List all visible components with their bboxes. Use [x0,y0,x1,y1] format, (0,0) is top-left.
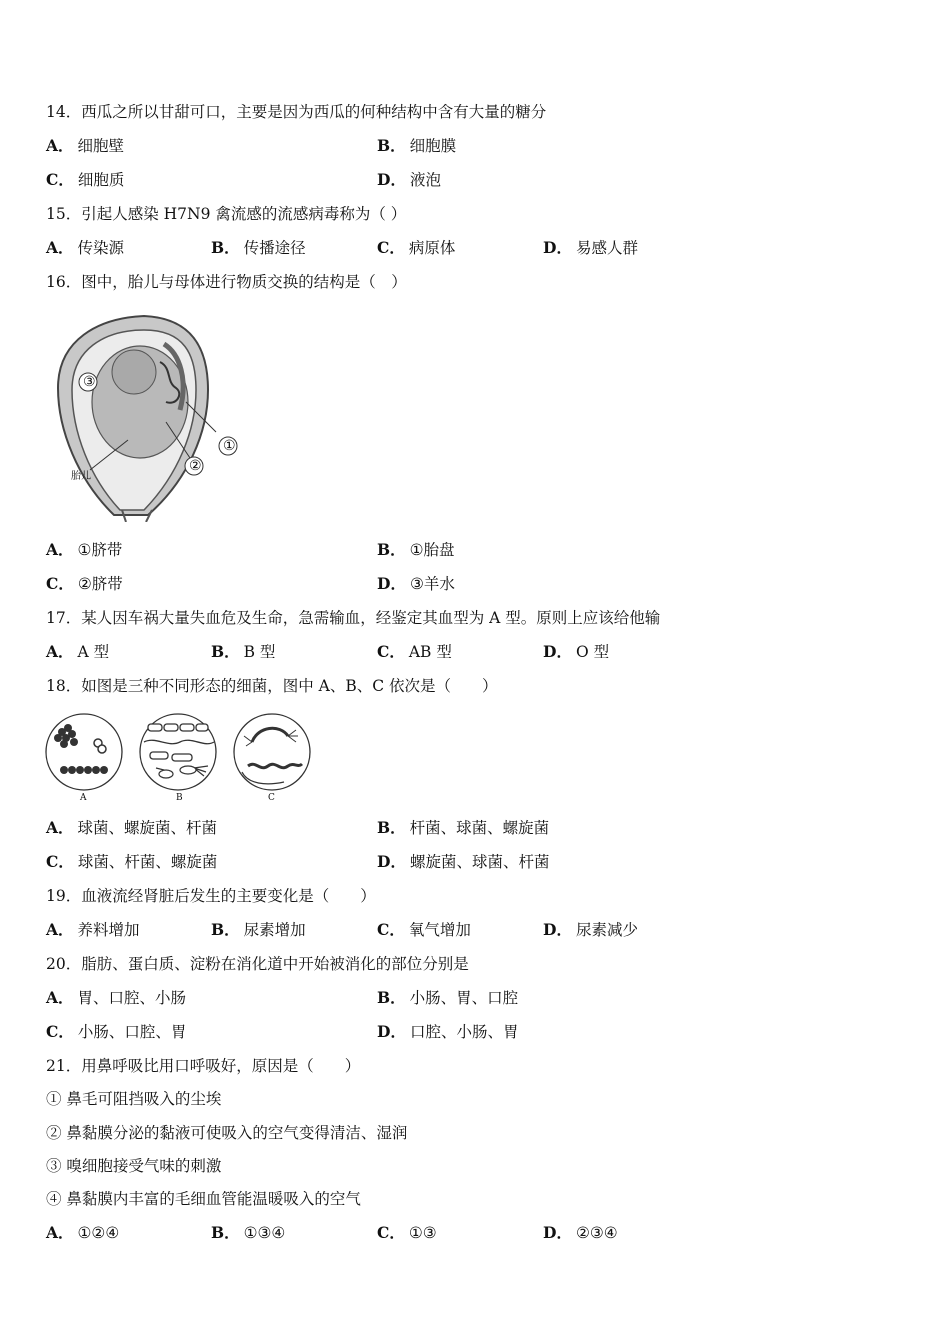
option-text: A 型 [77,643,110,661]
option-text: ①胎盘 [409,541,455,559]
circle-c [234,714,310,790]
statement-1: ① 鼻毛可阻挡吸入的尘埃 [46,1090,222,1108]
option-key: D． [377,170,406,189]
option-key: B． [377,988,406,1007]
option-key: A． [46,1223,74,1242]
option-text: ②脐带 [77,575,123,593]
q21-option-b[interactable] [211,1223,285,1243]
q14-option-c[interactable] [46,170,124,190]
option-key: B． [377,136,406,155]
option-key: C． [46,574,74,593]
question-18-stem: 18．如图是三种不同形态的细菌，图中 A、B、C 依次是（ ） [46,677,498,695]
option-key: B． [211,642,240,661]
option-key: D． [377,1022,406,1041]
q20-option-b[interactable] [377,988,518,1008]
bacteria-figure [44,712,316,796]
option-key: A． [46,988,74,1007]
option-text: 传播途径 [243,239,306,257]
label-c: C [268,793,275,803]
q16-option-c[interactable] [46,574,123,594]
option-key: D． [543,238,572,257]
statement-4: ④ 鼻黏膜内丰富的毛细血管能温暖吸入的空气 [46,1190,361,1208]
q17-option-a[interactable] [46,642,109,662]
uterus-fetus-figure [48,310,248,522]
q15-option-d[interactable] [543,238,638,258]
option-text: 口腔、小肠、胃 [409,1023,519,1041]
option-key: D． [377,852,406,871]
option-key: C． [377,920,405,939]
q21-option-c[interactable] [377,1223,437,1243]
option-key: B． [211,238,240,257]
option-text: 尿素减少 [575,921,638,939]
option-key: D． [377,574,406,593]
option-text: 细胞膜 [409,137,457,155]
option-text: 螺旋菌、球菌、杆菌 [409,853,550,871]
option-key: A． [46,818,74,837]
q15-option-b[interactable] [211,238,306,258]
fetus-label: 胎儿 [71,471,91,482]
question-17-stem: 17．某人因车祸大量失血危及生命，急需输血，经鉴定其血型为 A 型。原则上应该给他输 [46,609,661,627]
q17-option-d[interactable] [543,642,609,662]
q18-option-d[interactable] [377,852,549,872]
option-text: 小肠、口腔、胃 [77,1023,187,1041]
q16-option-d[interactable] [377,574,455,594]
option-text: ①③④ [243,1224,286,1242]
option-key: B． [377,540,406,559]
option-text: 球菌、杆菌、螺旋菌 [77,853,218,871]
q20-option-c[interactable] [46,1022,186,1042]
q16-option-a[interactable] [46,540,122,560]
option-key: C． [377,642,405,661]
marker-3: ③ [83,374,96,390]
option-key: A． [46,540,74,559]
option-text: ①③ [408,1224,437,1242]
option-key: C． [377,238,405,257]
q19-option-a[interactable] [46,920,140,940]
q20-option-d[interactable] [377,1022,518,1042]
option-key: D． [543,920,572,939]
q19-option-d[interactable] [543,920,638,940]
question-20-stem: 20．脂肪、蛋白质、淀粉在消化道中开始被消化的部位分别是 [46,955,469,973]
option-text: 杆菌、球菌、螺旋菌 [409,819,550,837]
option-text: ②③④ [575,1224,618,1242]
q17-option-b[interactable] [211,642,275,662]
option-text: ①脐带 [77,541,123,559]
option-text: 液泡 [409,171,441,189]
option-key: D． [543,1223,572,1242]
q20-option-a[interactable] [46,988,186,1008]
option-text: 胃、口腔、小肠 [77,989,187,1007]
q15-option-a[interactable] [46,238,124,258]
option-key: C． [377,1223,405,1242]
question-21-stem: 21．用鼻呼吸比用口呼吸好，原因是（ ） [46,1057,361,1075]
question-15-stem: 15．引起人感染 H7N9 禽流感的流感病毒称为（ ） [46,205,407,223]
option-text: 细胞质 [77,171,125,189]
option-key: A． [46,920,74,939]
option-text: O 型 [575,643,610,661]
option-key: A． [46,642,74,661]
option-text: 氧气增加 [408,921,471,939]
option-key: A． [46,238,74,257]
option-text: 球菌、螺旋菌、杆菌 [77,819,218,837]
option-text: 小肠、胃、口腔 [409,989,519,1007]
option-text: 细胞壁 [77,137,125,155]
label-b: B [176,793,183,803]
option-key: B． [211,920,240,939]
option-text: 传染源 [77,239,125,257]
option-key: A． [46,136,74,155]
question-14-stem: 14．西瓜之所以甘甜可口，主要是因为西瓜的何种结构中含有大量的糖分 [46,103,547,121]
option-text: 病原体 [408,239,456,257]
option-text: 养料增加 [77,921,140,939]
circle-a [46,714,122,790]
q18-option-b[interactable] [377,818,549,838]
option-key: C． [46,852,74,871]
option-key: C． [46,1022,74,1041]
option-text: ③羊水 [409,575,455,593]
option-key: B． [377,818,406,837]
q19-option-c[interactable] [377,920,471,940]
label-a: A [80,793,87,803]
q19-option-b[interactable] [211,920,306,940]
q21-option-a[interactable] [46,1223,119,1243]
statement-3: ③ 嗅细胞接受气味的刺激 [46,1157,222,1175]
q18-option-c[interactable] [46,852,217,872]
q15-option-c[interactable] [377,238,455,258]
option-key: C． [46,170,74,189]
marker-1: ① [223,438,236,454]
marker-2: ② [189,458,202,474]
option-text: B 型 [243,643,276,661]
q16-option-b[interactable] [377,540,455,560]
option-text: ①②④ [77,1224,120,1242]
option-text: 易感人群 [575,239,638,257]
option-key: B． [211,1223,240,1242]
q21-option-d[interactable] [543,1223,618,1243]
question-19-stem: 19．血液流经肾脏后发生的主要变化是（ ） [46,887,376,905]
q14-option-d[interactable] [377,170,441,190]
statement-2: ② 鼻黏膜分泌的黏液可使吸入的空气变得清洁、湿润 [46,1124,408,1142]
option-text: 尿素增加 [243,921,306,939]
question-16-stem: 16．图中，胎儿与母体进行物质交换的结构是（ ） [46,273,407,291]
q14-option-a[interactable] [46,136,124,156]
q14-option-b[interactable] [377,136,456,156]
option-key: D． [543,642,572,661]
option-text: AB 型 [408,643,452,661]
q18-option-a[interactable] [46,818,217,838]
q17-option-c[interactable] [377,642,452,662]
